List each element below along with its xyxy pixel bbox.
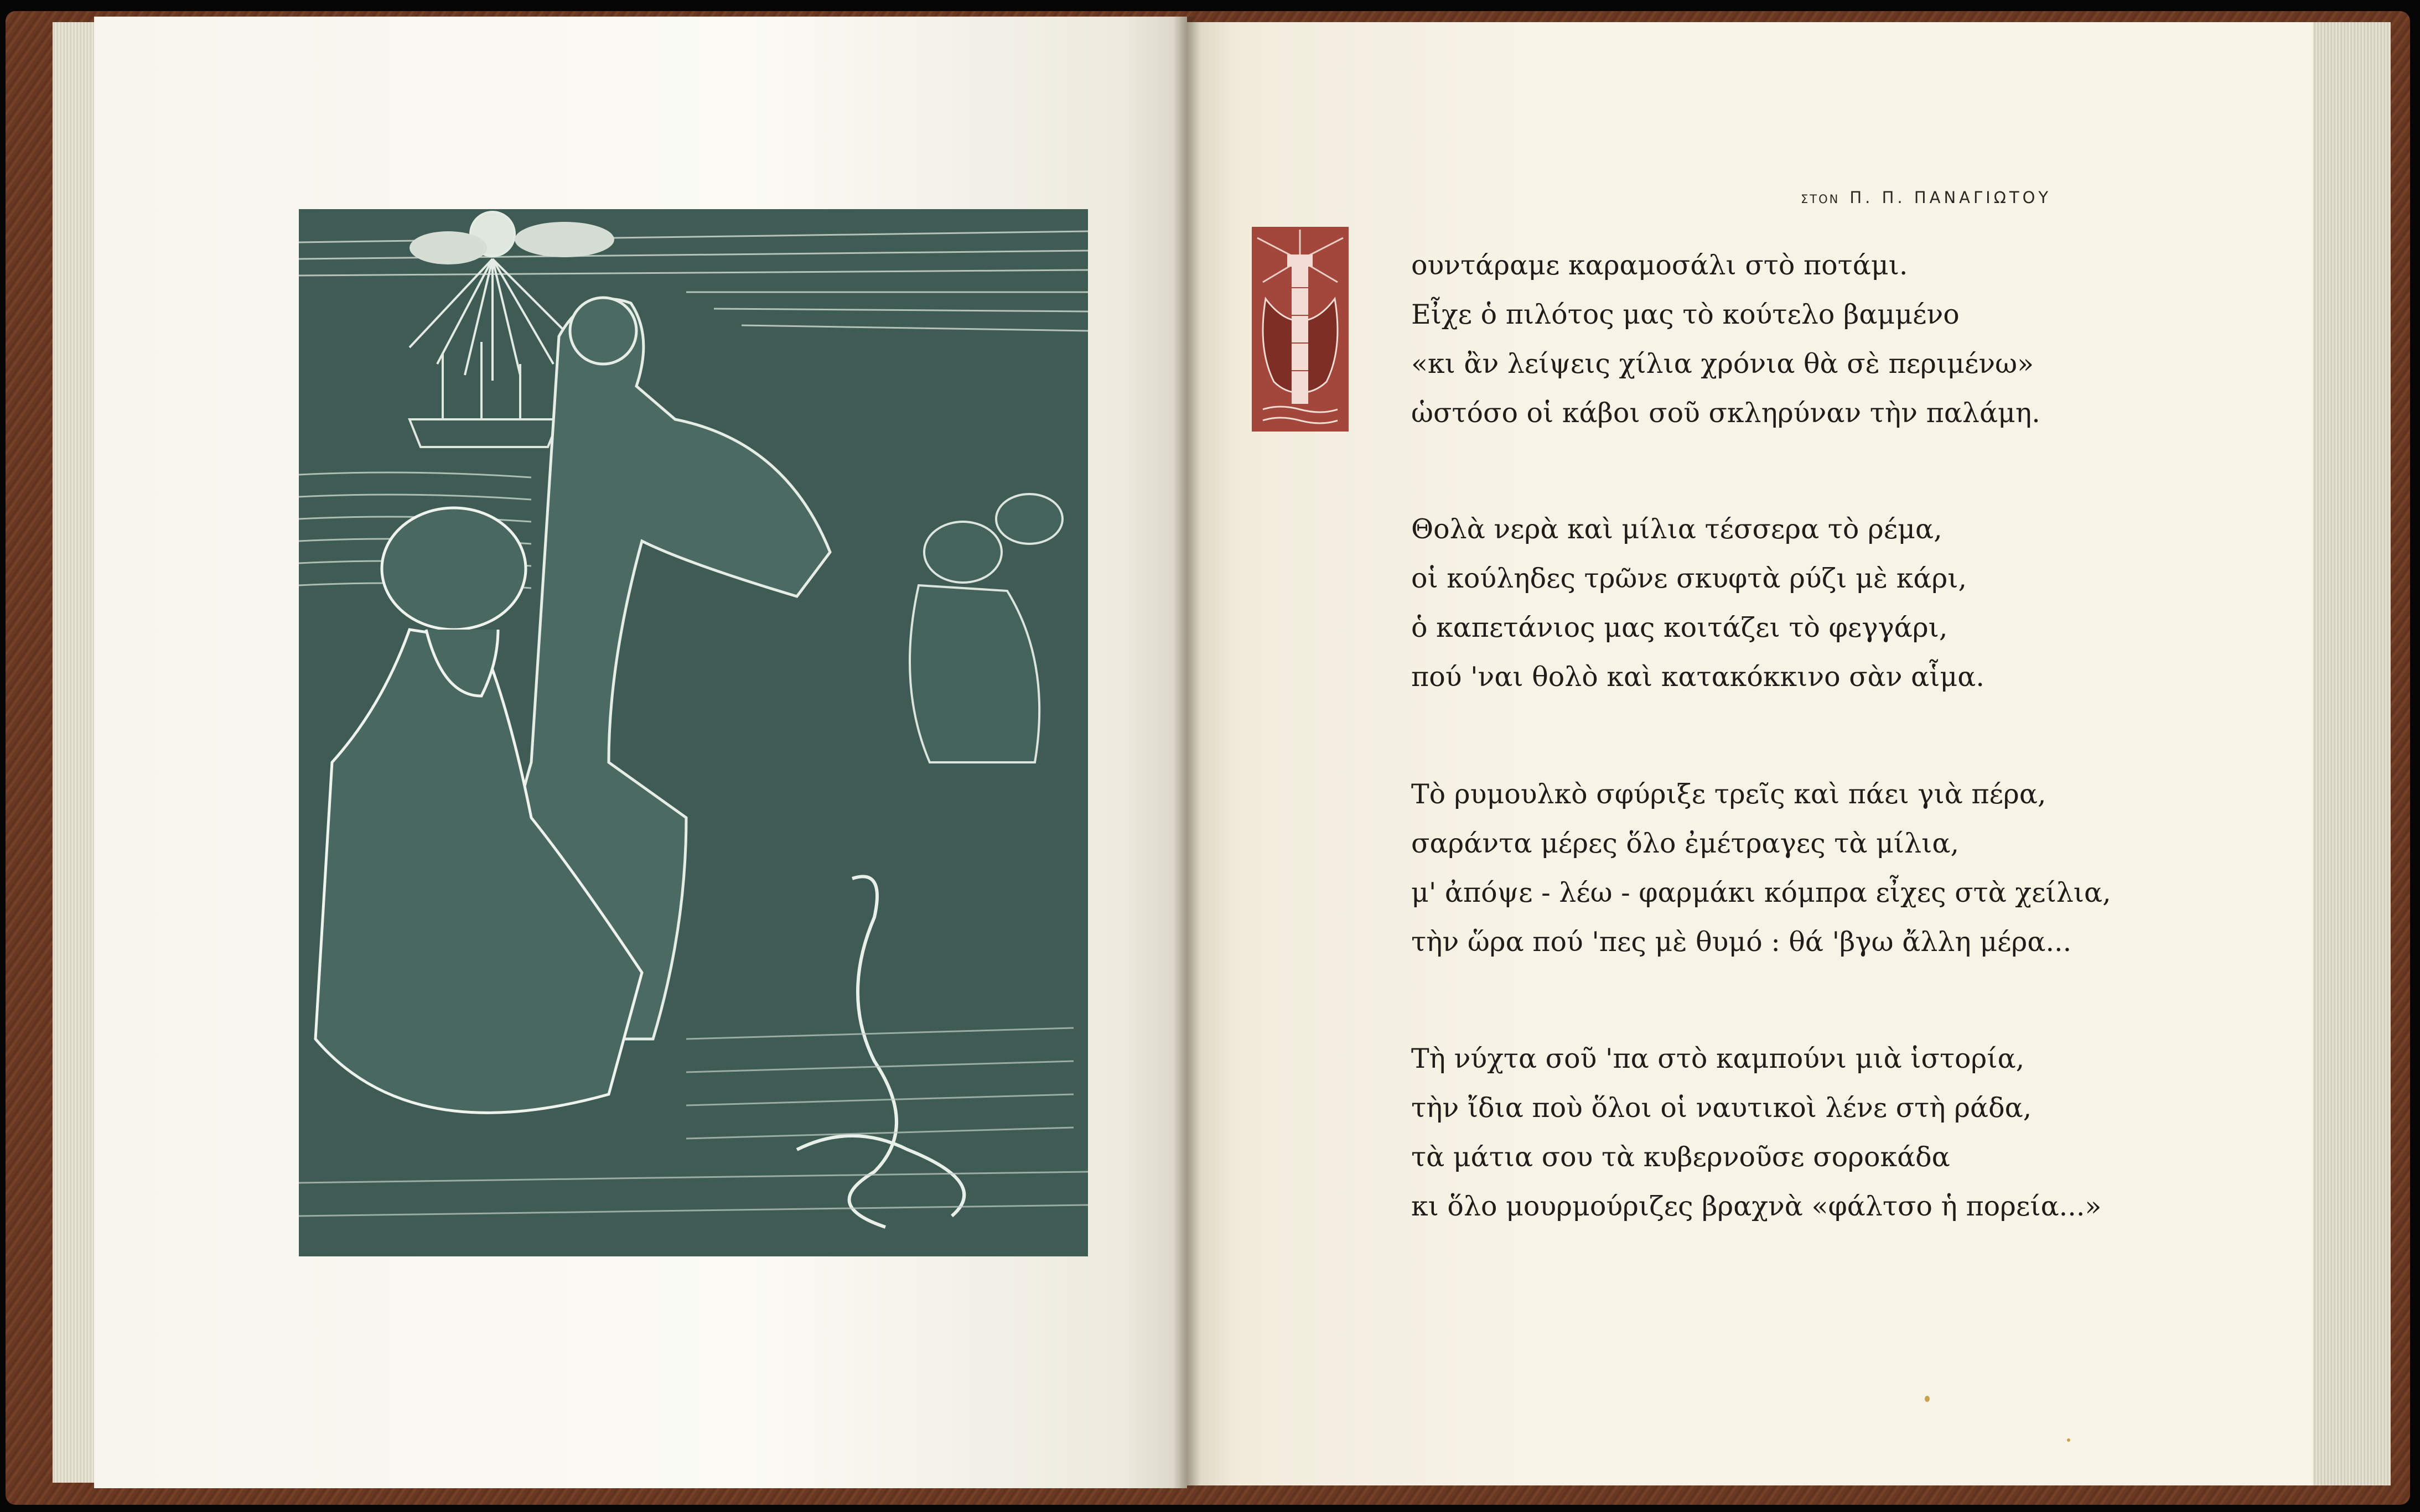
book-gutter xyxy=(1173,17,1201,1488)
dedication xyxy=(1801,188,2100,216)
poem-line: ὁ καπετάνιος μας κοιτάζει τὸ φεγγάρι, xyxy=(1411,612,1948,643)
poem-line: Τὴ νύχτα σοῦ 'πα στὸ καμπούνι μιὰ ἱστορία, xyxy=(1411,1043,2025,1074)
woodcut-illustration xyxy=(299,209,1088,1256)
poem-stanza-3 xyxy=(1411,770,2147,967)
poem-stanza-2 xyxy=(1411,505,2147,702)
poem-line: τὴν ὥρα πού 'πες μὲ θυμό : θά 'βγω ἄλλη μέρα... xyxy=(1411,926,2072,958)
poem-line: οἱ κούληδες τρῶνε σκυφτὰ ρύζι μὲ κάρι, xyxy=(1411,563,1967,594)
poem-line: μ' ἀπόψε - λέω - φαρμάκι κόμπρα εἶχες στὰ χείλια, xyxy=(1411,877,2111,908)
poem-line: κι ὅλο μουρμούριζες βραχνὰ «φάλτσο ἡ πορεία...» xyxy=(1411,1191,2102,1222)
paper-fleck xyxy=(1925,1396,1930,1402)
dedication-name: Π. Π. ΠΑΝΑΓΙΩΤΟΥ xyxy=(1849,188,2052,207)
poem-line: Θολὰ νερὰ καὶ μίλια τέσσερα τὸ ρέμα, xyxy=(1411,513,1942,545)
poem-line: Τὸ ρυμουλκὸ σφύριξε τρεῖς καὶ πάει γιὰ πέρα, xyxy=(1411,778,2046,810)
poem-line: τὴν ἴδια ποὺ ὅλοι οἱ ναυτικοὶ λένε στὴ ράδα, xyxy=(1411,1092,2032,1124)
poem-line: ὡστόσο οἱ κάβοι σοῦ σκληρύναν τὴν παλάμη. xyxy=(1411,397,2040,429)
paper-fleck xyxy=(2067,1438,2070,1442)
poem-line: τὰ μάτια σου τὰ κυβερνοῦσε σοροκάδα xyxy=(1411,1141,1950,1173)
poem-line: ουντάραμε καραμοσάλι στὸ ποτάμι. xyxy=(1411,250,1908,281)
poem-line: πού 'ναι θολὸ καὶ κατακόκκινο σὰν αἷμα. xyxy=(1411,661,1984,693)
poem-line: σαράντα μέρες ὅλο ἐμέτραγες τὰ μίλια, xyxy=(1411,828,1960,859)
poem-line: «κι ἂν λείψεις χίλια χρόνια θὰ σὲ περιμένω» xyxy=(1411,348,2034,380)
poem-line: Εἶχε ὁ πιλότος μας τὸ κούτελο βαμμένο xyxy=(1411,299,1960,330)
poem-stanza-4 xyxy=(1411,1034,2147,1231)
poem-stanza-1 xyxy=(1411,241,2147,438)
lighthouse-drop-cap-icon xyxy=(1252,227,1349,432)
dedication-prefix: ΣΤΟΝ xyxy=(1801,193,1840,206)
